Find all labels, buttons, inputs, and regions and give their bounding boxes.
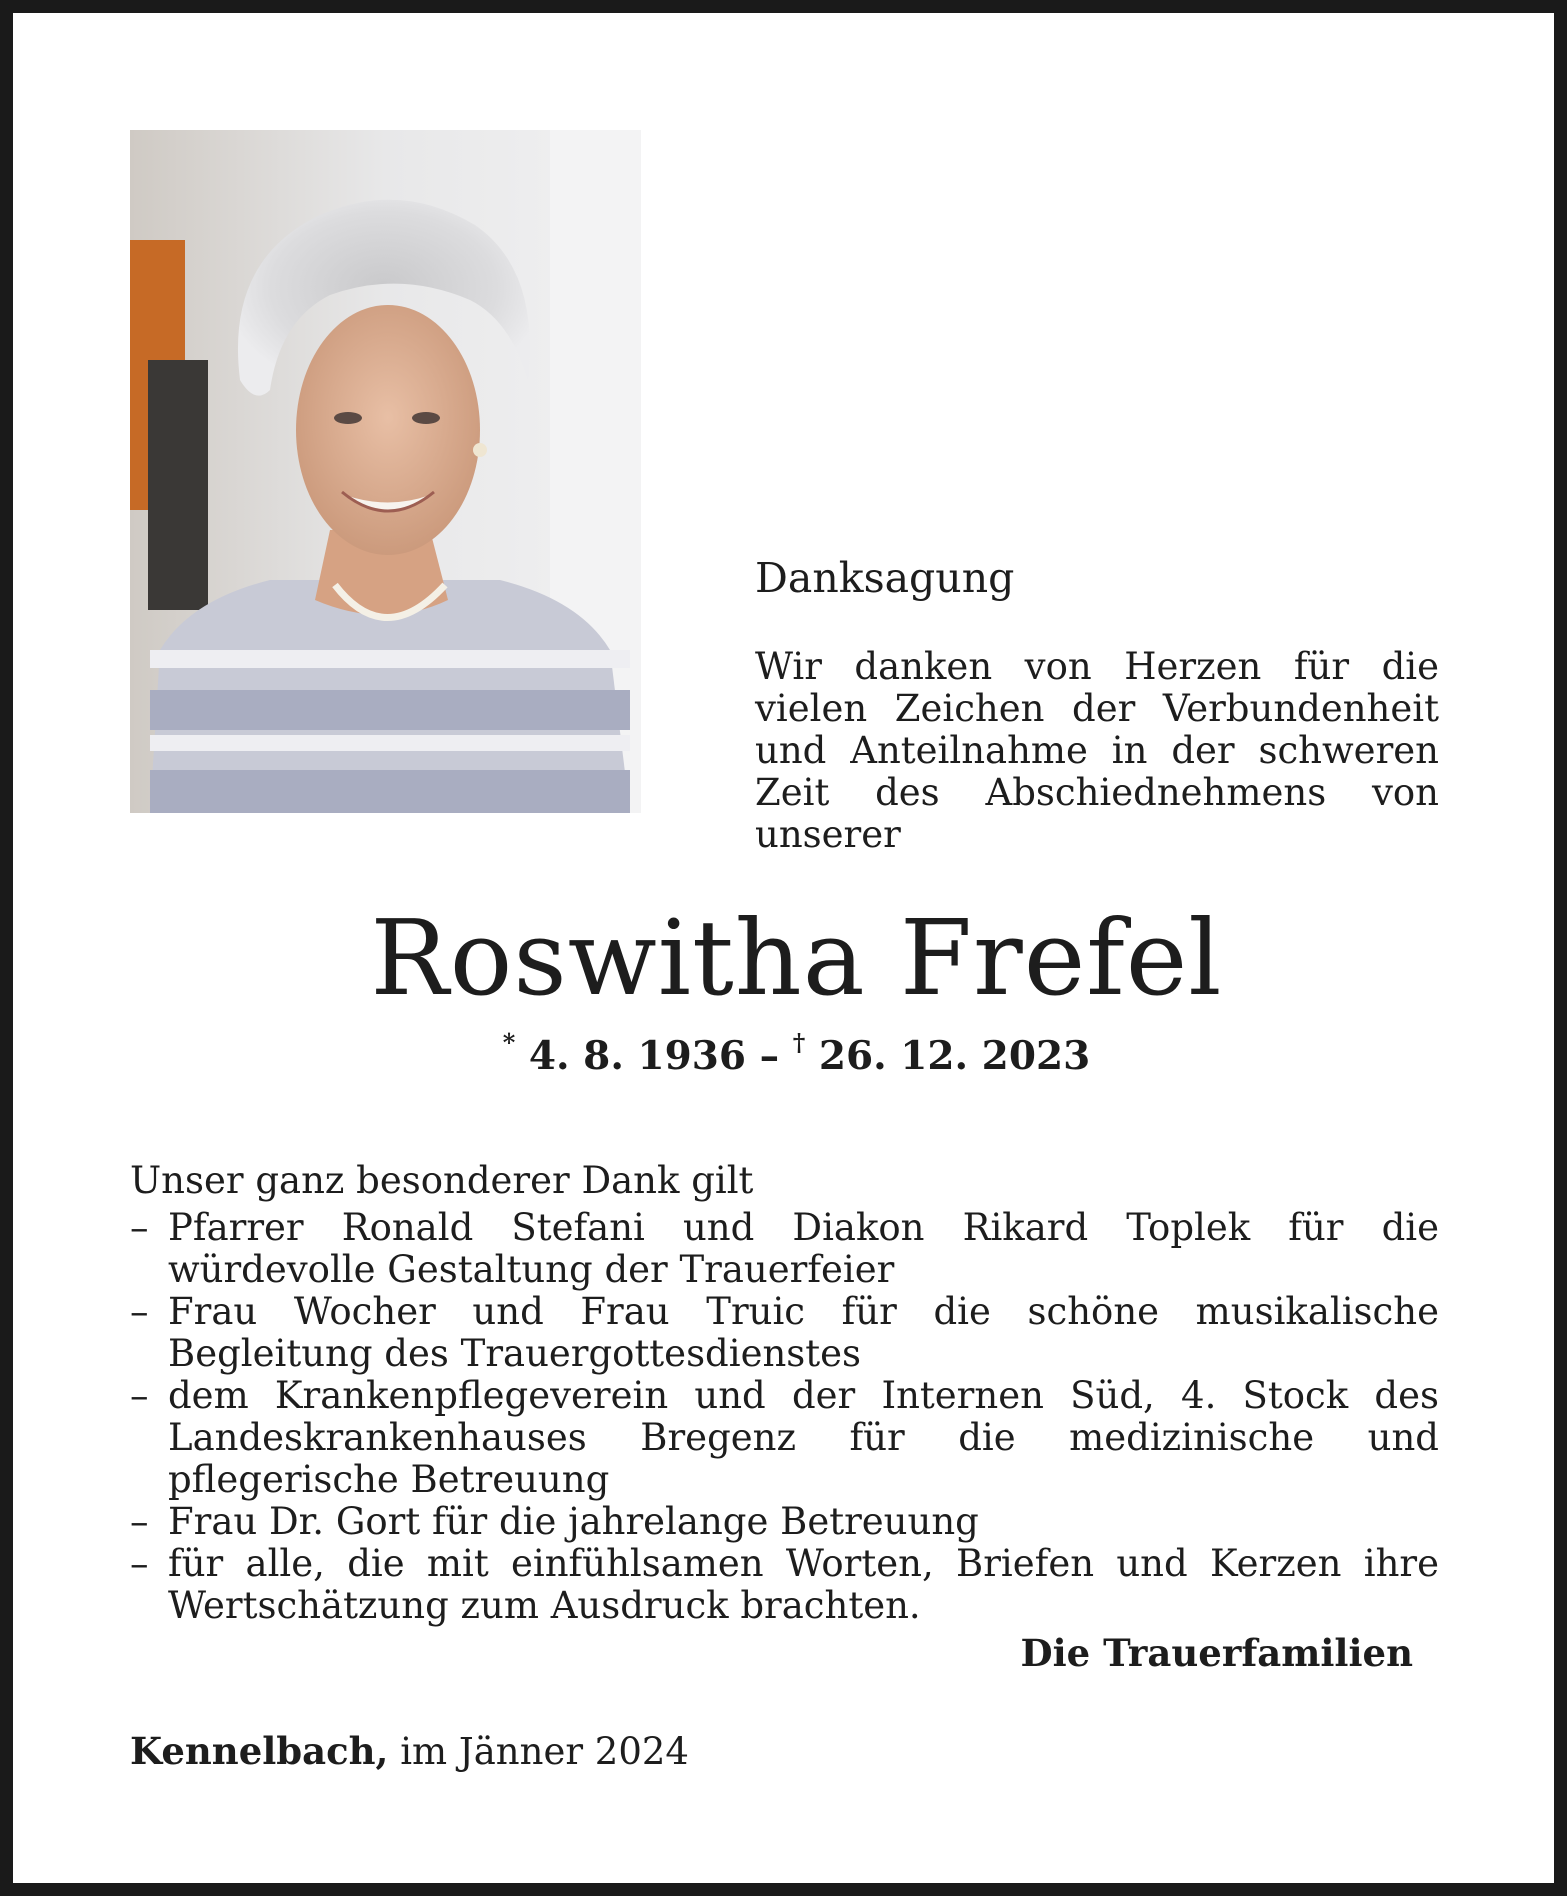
- portrait-photo-icon: [130, 130, 641, 813]
- list-item: [130, 1543, 1439, 1627]
- date-text: im Jänner 2024: [400, 1730, 689, 1773]
- birth-date: 4. 8. 1936: [528, 1033, 747, 1079]
- list-item: [130, 1375, 1439, 1501]
- birth-symbol: *: [502, 1028, 516, 1057]
- list-item-text: Frau Wocher und Frau Truic für die schöne musikalische Begleitung des Trauergottesdienstes: [168, 1290, 1439, 1375]
- date-separator: –: [759, 1033, 780, 1079]
- list-item-text: dem Krankenpflegeverein und der Internen Süd, 4. Stock des Landeskrankenhauses Bregenz für die medizinische und pflegerische Betreuung: [168, 1374, 1439, 1501]
- thanks-list: [130, 1207, 1439, 1627]
- thanks-lead: Unser ganz besonderer Dank gilt: [130, 1159, 754, 1202]
- list-item-text: Frau Dr. Gort für die jahrelange Betreuung: [168, 1500, 979, 1543]
- list-dash: –: [130, 1206, 149, 1249]
- death-symbol: †: [792, 1028, 806, 1057]
- list-item: [130, 1501, 1439, 1543]
- list-item: [130, 1207, 1439, 1291]
- signature: Die Trauerfamilien: [1020, 1631, 1413, 1675]
- notice-heading: Danksagung: [755, 554, 1015, 602]
- deceased-name: Roswitha Frefel: [370, 897, 1223, 1019]
- life-dates: [13, 1028, 1567, 1079]
- list-dash: –: [130, 1500, 149, 1543]
- intro-text: Wir danken von Herzen für die vielen Zeichen der Verbundenheit und Anteilnahme in der schweren Zeit des Abschiednehmens von unserer: [755, 645, 1439, 856]
- list-dash: –: [130, 1374, 149, 1417]
- place: Kennelbach,: [130, 1729, 389, 1773]
- list-dash: –: [130, 1542, 149, 1585]
- death-date: 26. 12. 2023: [818, 1033, 1091, 1079]
- list-item-text: Pfarrer Ronald Stefani und Diakon Rikard Toplek für die würdevolle Gestaltung der Trauerfeier: [168, 1206, 1439, 1291]
- list-item-text: für alle, die mit einfühlsamen Worten, Briefen und Kerzen ihre Wertschätzung zum Ausdruck brachten.: [168, 1542, 1439, 1627]
- place-and-date: [130, 1729, 689, 1773]
- portrait-photo: [130, 130, 641, 813]
- list-item: [130, 1291, 1439, 1375]
- list-dash: –: [130, 1290, 149, 1333]
